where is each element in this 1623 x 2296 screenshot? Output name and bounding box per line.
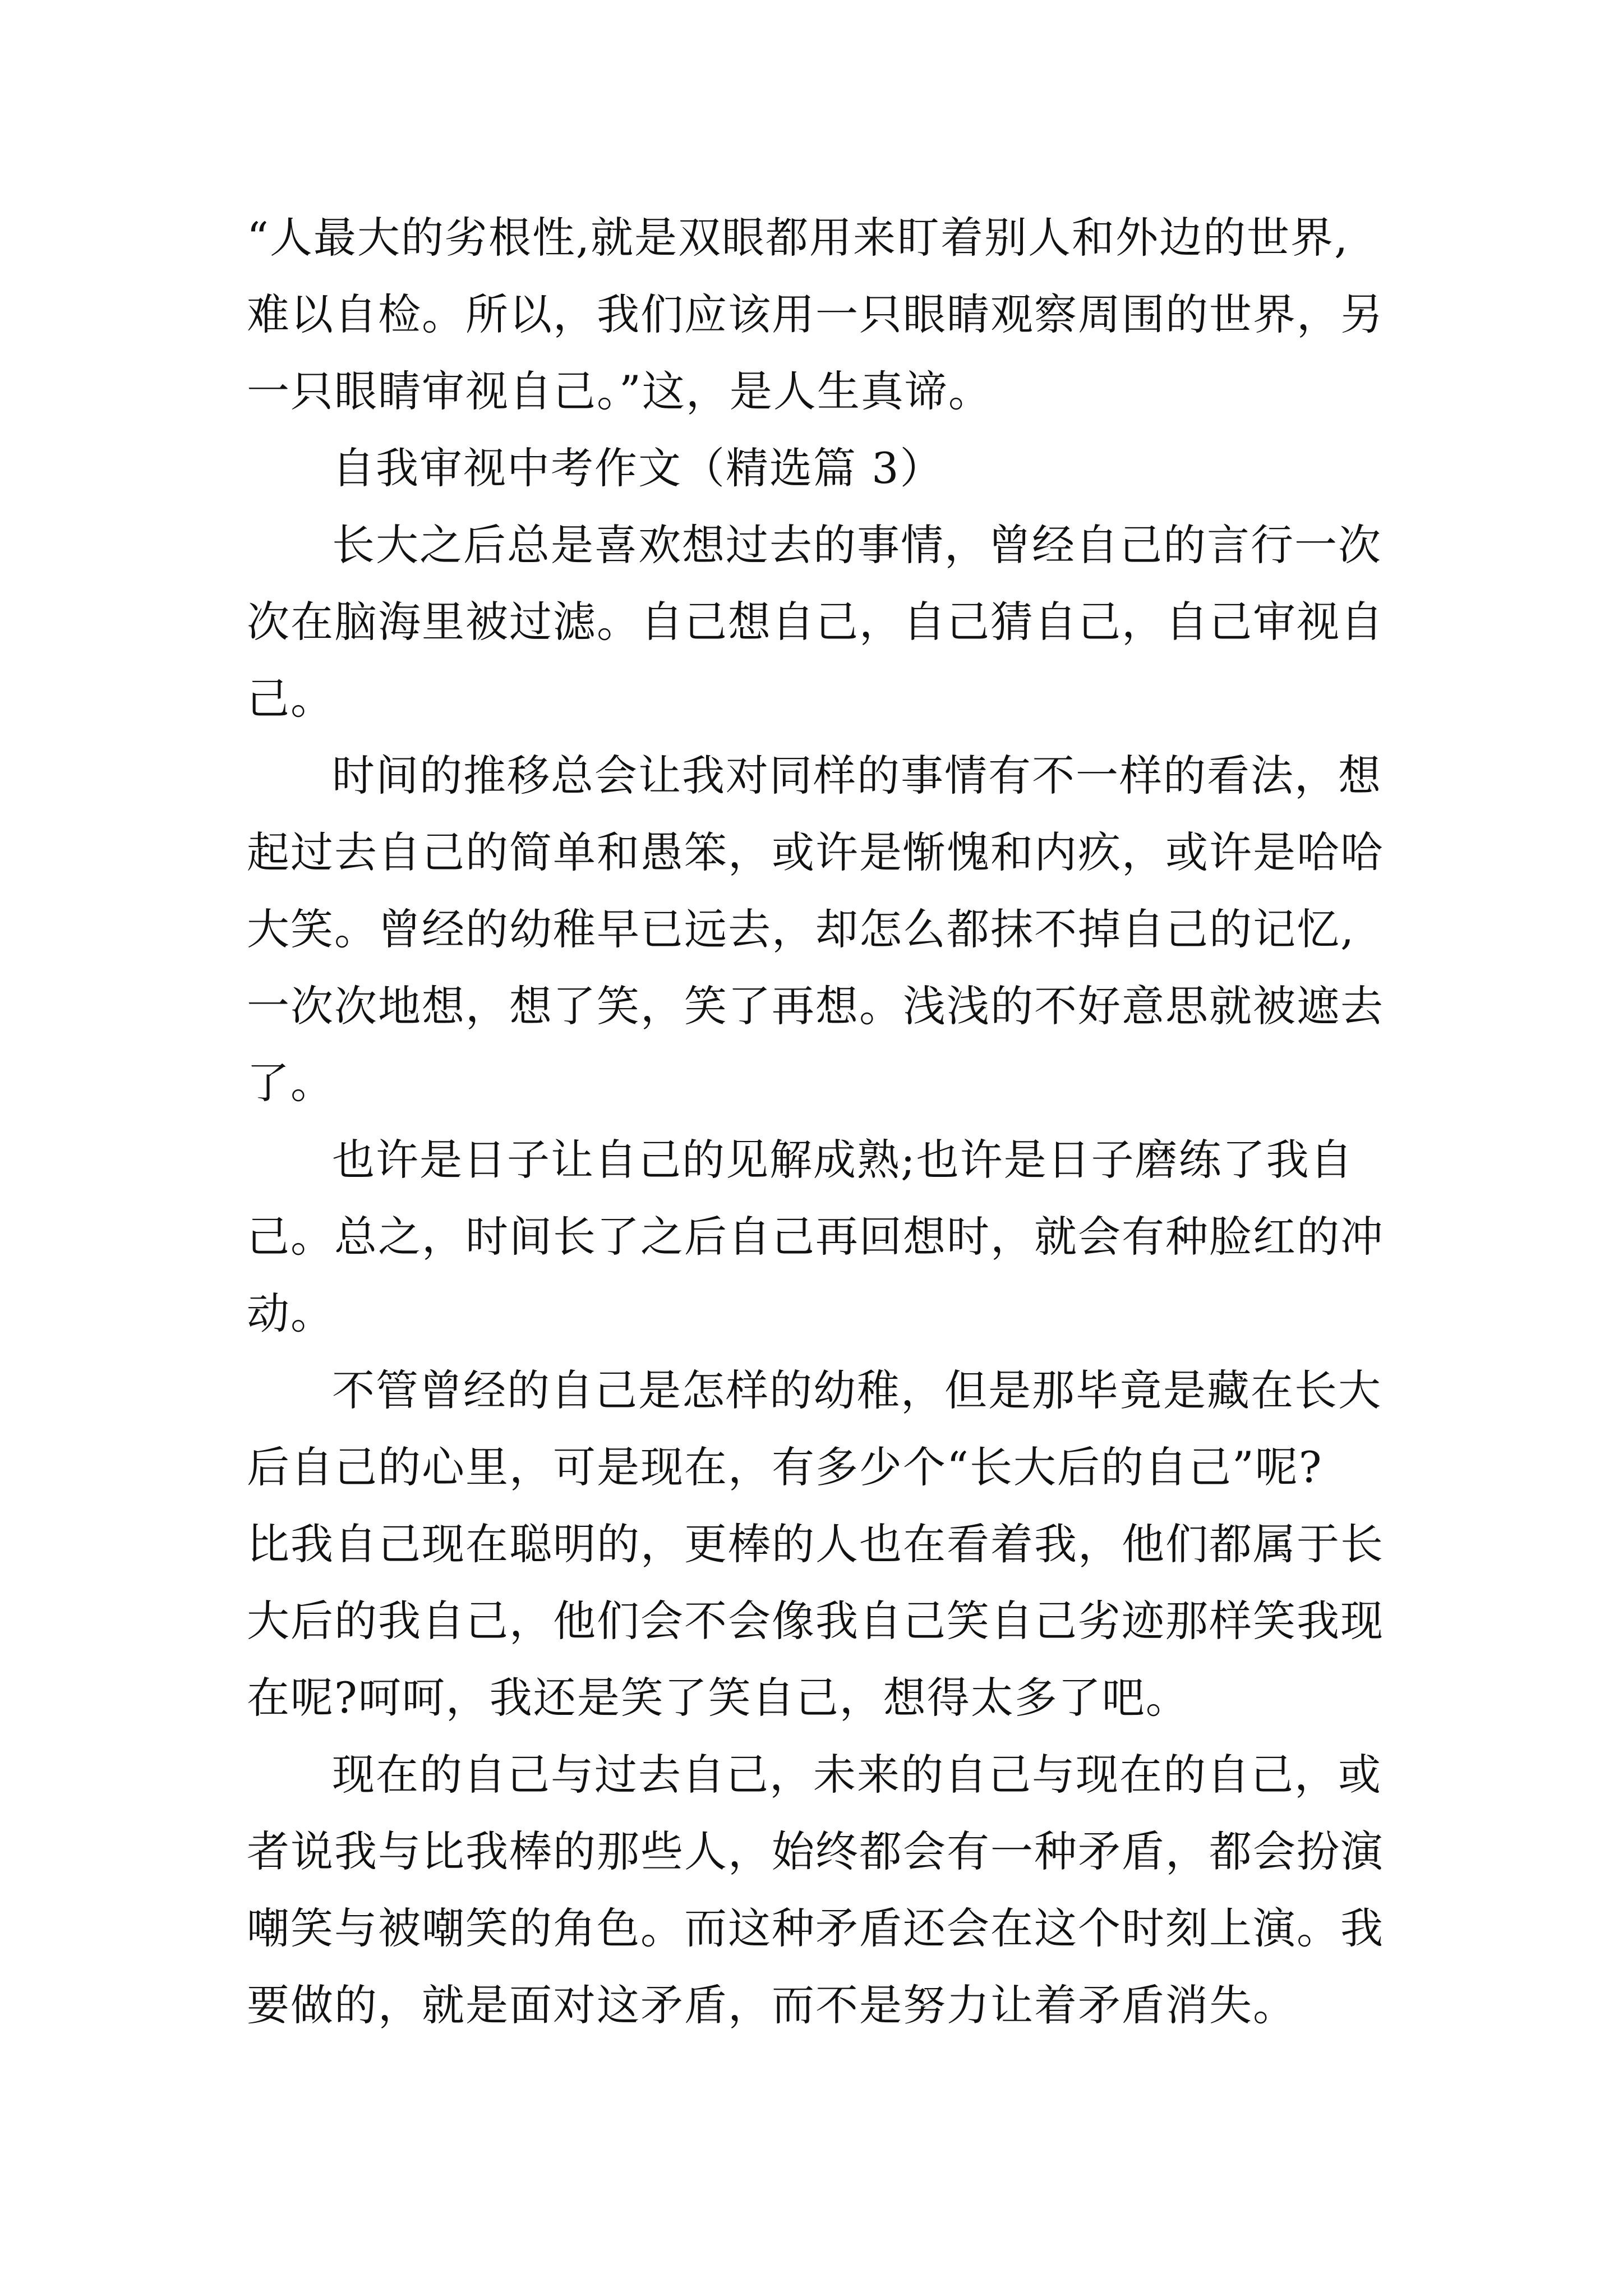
body-paragraph-5 — [247, 1736, 1424, 2044]
opening-paragraph — [247, 199, 1424, 430]
paragraph-line: 己。 — [247, 674, 334, 724]
paragraph-line: 也许是日子让自己的见解成熟;也许是日子磨练了我自 — [332, 1135, 1354, 1185]
section-title: 自我审视中考作文（精选篇 3） — [332, 443, 944, 493]
paragraph-line: 大后的我自己，他们会不会像我自己笑自己劣迹那样笑我现 — [247, 1596, 1384, 1646]
paragraph-line: 长大之后总是喜欢想过去的事情，曾经自己的言行一次 — [332, 520, 1382, 570]
paragraph-line: 次在脑海里被过滤。自己想自己，自己猜自己，自己审视自 — [247, 597, 1384, 647]
body-paragraph-3 — [247, 1121, 1424, 1352]
paragraph-line: 大笑。曾经的幼稚早已远去，却怎么都抹不掉自己的记忆, — [247, 904, 1355, 954]
paragraph-line: 后自己的心里，可是现在，有多少个“长大后的自己”呢? — [247, 1442, 1323, 1492]
paragraph-line: 要做的，就是面对这矛盾，而不是努力让着矛盾消失。 — [247, 1980, 1297, 2030]
paragraph-line: “人最大的劣根性,就是双眼都用来盯着别人和外边的世界, — [247, 213, 1349, 263]
paragraph-line: 在呢?呵呵，我还是笑了笑自己，想得太多了吧。 — [247, 1673, 1189, 1723]
body-paragraph-2 — [247, 737, 1424, 1121]
paragraph-line: 不管曾经的自己是怎样的幼稚，但是那毕竟是藏在长大 — [332, 1365, 1382, 1415]
body-paragraph-4 — [247, 1352, 1424, 1736]
paragraph-line: 现在的自己与过去自己，未来的自己与现在的自己，或 — [332, 1750, 1382, 1800]
paragraph-line: 起过去自己的简单和愚笨，或许是惭愧和内疚，或许是哈哈 — [247, 827, 1384, 877]
paragraph-line: 一只眼睛审视自己。”这，是人生真谛。 — [247, 366, 992, 416]
document-content — [247, 199, 1424, 2044]
body-paragraph-1 — [247, 507, 1424, 737]
paragraph-line: 时间的推移总会让我对同样的事情有不一样的看法，想 — [332, 751, 1382, 800]
paragraph-line: 嘲笑与被嘲笑的角色。而这种矛盾还会在这个时刻上演。我 — [247, 1903, 1384, 1953]
paragraph-line: 己。总之，时间长了之后自己再回想时，就会有种脸红的冲 — [247, 1212, 1384, 1262]
paragraph-line: 者说我与比我棒的那些人，始终都会有一种矛盾，都会扮演 — [247, 1826, 1384, 1876]
paragraph-line: 一次次地想，想了笑，笑了再想。浅浅的不好意思就被遮去 — [247, 981, 1384, 1031]
paragraph-line: 比我自己现在聪明的，更棒的人也在看着我，他们都属于长 — [247, 1519, 1384, 1569]
paragraph-line: 难以自检。所以，我们应该用一只眼睛观察周围的世界，另 — [247, 289, 1384, 339]
paragraph-line: 动。 — [247, 1289, 334, 1338]
paragraph-line: 了。 — [247, 1058, 334, 1108]
